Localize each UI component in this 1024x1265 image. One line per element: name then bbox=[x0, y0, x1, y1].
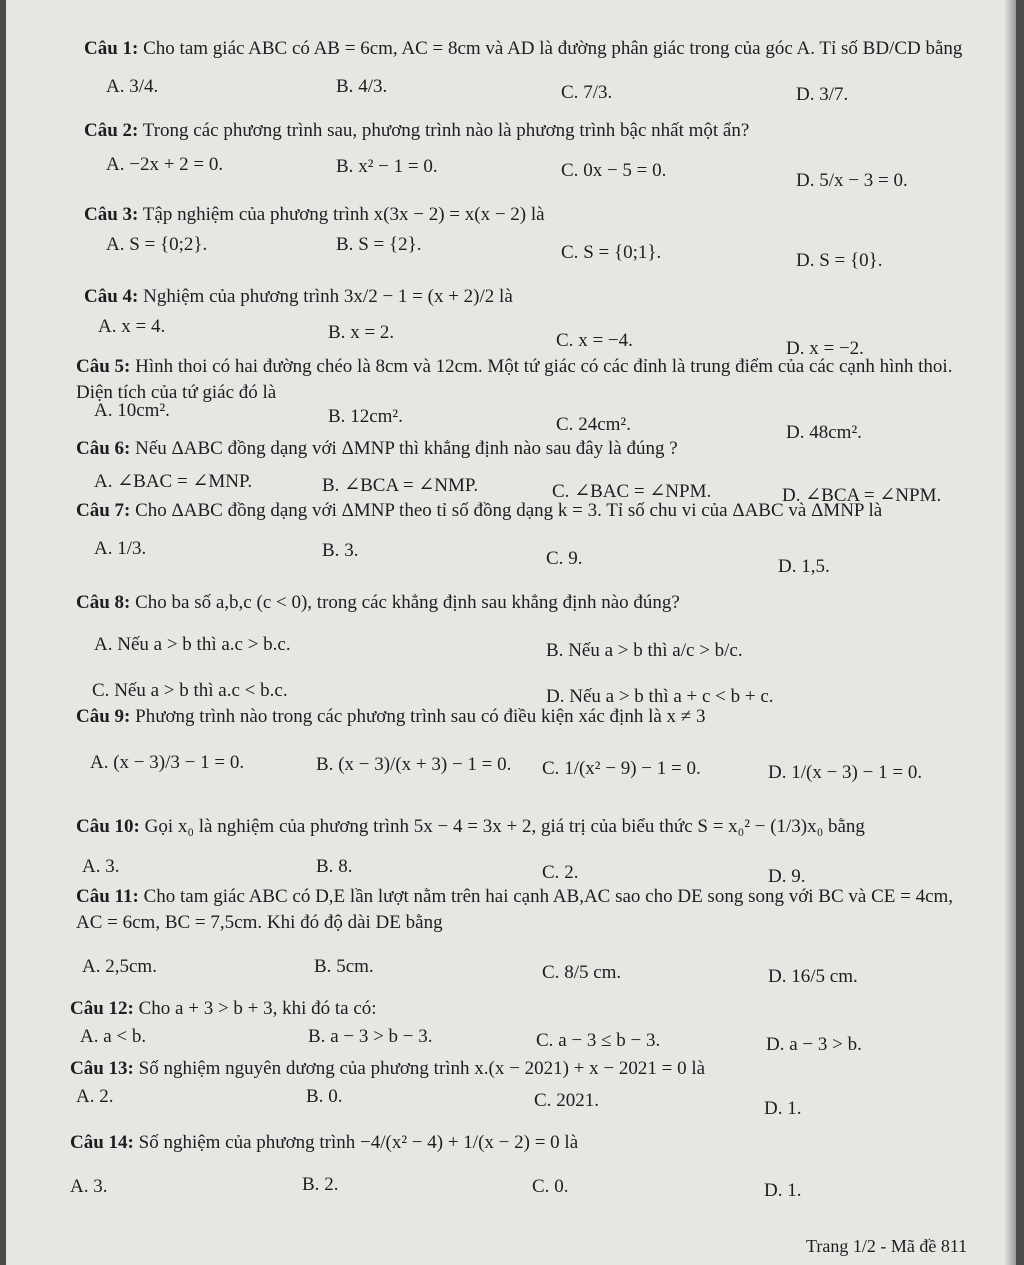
q6-option-d: D. ∠BCA = ∠NPM. bbox=[782, 485, 942, 506]
question-9: Câu 9: Phương trình nào trong các phương trình sau có điều kiện xác định là x ≠ 3 bbox=[76, 706, 706, 727]
q10-option-a: A. 3. bbox=[82, 856, 120, 877]
question-2: Câu 2: Trong các phương trình sau, phương trình nào là phương trình bậc nhất một ẩn? bbox=[84, 120, 750, 141]
q9-option-d: D. 1/(x − 3) − 1 = 0. bbox=[768, 762, 923, 783]
q14-option-c: C. 0. bbox=[532, 1176, 569, 1197]
q2-option-d: D. 5/x − 3 = 0. bbox=[796, 170, 908, 191]
question-13: Câu 13: Số nghiệm nguyên dương của phương trình x.(x − 2021) + x − 2021 = 0 là bbox=[70, 1058, 706, 1079]
q2-option-a: A. −2x + 2 = 0. bbox=[106, 154, 224, 175]
question-7: Câu 7: Cho ΔABC đồng dạng với ΔMNP theo tỉ số đồng dạng k = 3. Tỉ số chu vi của ΔABC và ΔMNP là bbox=[76, 500, 883, 521]
q1-option-c: C. 7/3. bbox=[561, 82, 613, 103]
q1-option-b: B. 4/3. bbox=[336, 76, 388, 97]
q10-option-c: C. 2. bbox=[542, 862, 579, 883]
q4-option-b: B. x = 2. bbox=[328, 322, 395, 343]
q13-option-d: D. 1. bbox=[764, 1098, 802, 1119]
q9-option-c: C. 1/(x² − 9) − 1 = 0. bbox=[542, 758, 701, 779]
q4-option-d: D. x = −2. bbox=[786, 338, 864, 359]
q1-option-d: D. 3/7. bbox=[796, 84, 849, 105]
page-footer: Trang 1/2 - Mã đề 811 bbox=[806, 1236, 968, 1256]
q8-option-a: A. Nếu a > b thì a.c > b.c. bbox=[94, 634, 291, 655]
q3-option-c: C. S = {0;1}. bbox=[561, 242, 662, 263]
question-12: Câu 12: Cho a + 3 > b + 3, khi đó ta có: bbox=[70, 998, 377, 1019]
q6-option-a: A. ∠BAC = ∠MNP. bbox=[94, 471, 253, 492]
q11-option-b: B. 5cm. bbox=[314, 956, 374, 977]
q3-option-a: A. S = {0;2}. bbox=[106, 234, 208, 255]
q14-option-d: D. 1. bbox=[764, 1180, 802, 1201]
question-11: Câu 11: Cho tam giác ABC có D,E lần lượt nằm trên hai cạnh AB,AC sao cho DE song song với BC và CE = 4cm, AC = 6cm, BC = 7,5cm. Khi đó độ dài DE bằng bbox=[76, 886, 954, 933]
question-6: Câu 6: Nếu ΔABC đồng dạng với ΔMNP thì khẳng định nào sau đây là đúng ? bbox=[76, 438, 678, 459]
exam-page bbox=[6, 0, 1016, 1265]
q14-option-b: B. 2. bbox=[302, 1174, 339, 1195]
q9-option-b: B. (x − 3)/(x + 3) − 1 = 0. bbox=[316, 754, 512, 775]
q7-option-c: C. 9. bbox=[546, 548, 583, 569]
q9-option-a: A. (x − 3)/3 − 1 = 0. bbox=[90, 752, 245, 773]
q4-option-a: A. x = 4. bbox=[98, 316, 166, 337]
q14-option-a: A. 3. bbox=[70, 1176, 108, 1197]
question-1: Câu 1: Cho tam giác ABC có AB = 6cm, AC = 8cm và AD là đường phân giác trong của góc A. Tỉ số BD/CD bằng bbox=[84, 38, 963, 59]
q7-option-d: D. 1,5. bbox=[778, 556, 830, 577]
q13-option-a: A. 2. bbox=[76, 1086, 114, 1107]
q5-option-d: D. 48cm². bbox=[786, 422, 862, 443]
q1-option-a: A. 3/4. bbox=[106, 76, 159, 97]
question-5: Câu 5: Hình thoi có hai đường chéo là 8cm và 12cm. Một tứ giác có các đỉnh là trung điểm của các cạnh hình thoi. Diện tích của tứ giác đó là bbox=[76, 356, 953, 403]
q5-option-b: B. 12cm². bbox=[328, 406, 403, 427]
q2-option-b: B. x² − 1 = 0. bbox=[336, 156, 438, 177]
q13-option-b: B. 0. bbox=[306, 1086, 343, 1107]
q11-option-a: A. 2,5cm. bbox=[82, 956, 157, 977]
question-10: Câu 10: Gọi x₀ là nghiệm của phương trình 5x − 4 = 3x + 2, giá trị của biểu thức S = x₀² − (1/3)x₀ bằng bbox=[76, 816, 865, 837]
page-edge-shadow bbox=[1004, 0, 1016, 1265]
q3-option-b: B. S = {2}. bbox=[336, 234, 422, 255]
q6-option-c: C. ∠BAC = ∠NPM. bbox=[552, 481, 712, 502]
question-4: Câu 4: Nghiệm của phương trình 3x/2 − 1 = (x + 2)/2 là bbox=[84, 286, 513, 307]
q5-option-c: C. 24cm². bbox=[556, 414, 631, 435]
q12-option-b: B. a − 3 > b − 3. bbox=[308, 1026, 433, 1047]
q3-option-d: D. S = {0}. bbox=[796, 250, 883, 271]
q5-option-a: A. 10cm². bbox=[94, 400, 170, 421]
q11-option-c: C. 8/5 cm. bbox=[542, 962, 622, 983]
q11-option-d: D. 16/5 cm. bbox=[768, 966, 858, 987]
q13-option-c: C. 2021. bbox=[534, 1090, 599, 1111]
q8-option-d: D. Nếu a > b thì a + c < b + c. bbox=[546, 686, 774, 707]
q8-option-b: B. Nếu a > b thì a/c > b/c. bbox=[546, 640, 743, 661]
question-14: Câu 14: Số nghiệm của phương trình −4/(x² − 4) + 1/(x − 2) = 0 là bbox=[70, 1132, 579, 1153]
q12-option-c: C. a − 3 ≤ b − 3. bbox=[536, 1030, 661, 1051]
q6-option-b: B. ∠BCA = ∠NMP. bbox=[322, 475, 479, 496]
q4-option-c: C. x = −4. bbox=[556, 330, 633, 351]
q8-option-c: C. Nếu a > b thì a.c < b.c. bbox=[92, 680, 288, 701]
q10-option-d: D. 9. bbox=[768, 866, 806, 887]
q7-option-b: B. 3. bbox=[322, 540, 359, 561]
question-3: Câu 3: Tập nghiệm của phương trình x(3x − 2) = x(x − 2) là bbox=[84, 204, 545, 225]
q12-option-a: A. a < b. bbox=[80, 1026, 147, 1047]
question-8: Câu 8: Cho ba số a,b,c (c < 0), trong các khẳng định sau khẳng định nào đúng? bbox=[76, 592, 680, 613]
q12-option-d: D. a − 3 > b. bbox=[766, 1034, 862, 1055]
q10-option-b: B. 8. bbox=[316, 856, 353, 877]
q2-option-c: C. 0x − 5 = 0. bbox=[561, 160, 667, 181]
q7-option-a: A. 1/3. bbox=[94, 538, 147, 559]
